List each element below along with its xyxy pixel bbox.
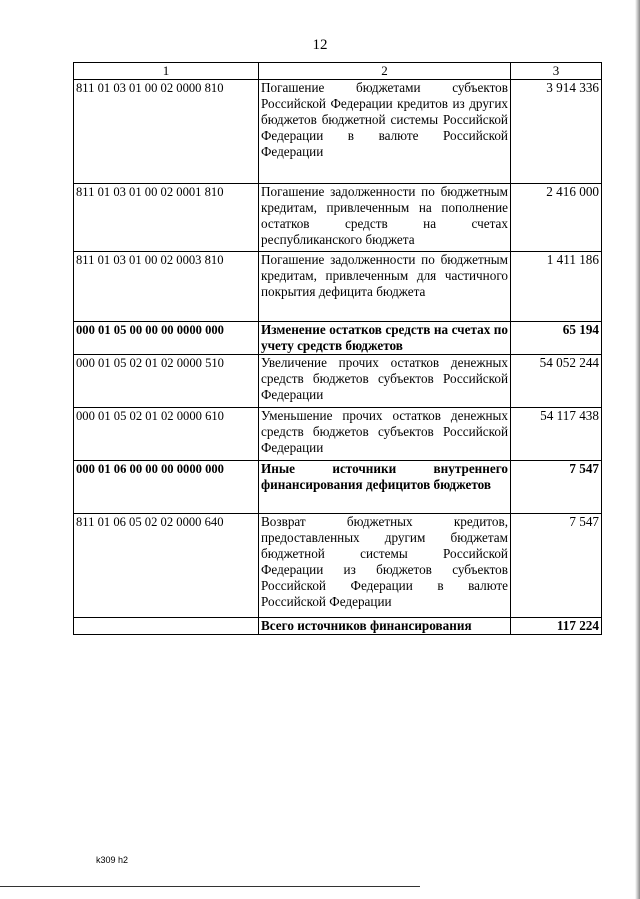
footer-code: k309 h2 [96, 855, 129, 865]
column-header-amount: 3 [511, 63, 602, 80]
row-code: 000 01 05 00 00 00 0000 000 [74, 322, 259, 355]
row-code: 811 01 03 01 00 02 0003 810 [74, 252, 259, 322]
table-row-total [74, 618, 602, 635]
row-code: 000 01 05 02 01 02 0000 510 [74, 355, 259, 408]
budget-sources-table [73, 62, 602, 635]
page-number: 12 [312, 37, 328, 53]
row-amount: 2 416 000 [511, 184, 602, 252]
row-name: Увеличение прочих остатков денежных средств бюджетов субъектов Российской Федерации [259, 355, 511, 408]
table-row [74, 514, 602, 618]
row-amount: 1 411 186 [511, 252, 602, 322]
table-header-row [74, 63, 602, 80]
scan-edge-shadow [635, 0, 640, 899]
row-code: 000 01 06 00 00 00 0000 000 [74, 461, 259, 514]
row-name: Всего источников финансирования [259, 618, 511, 635]
row-code [74, 618, 259, 635]
row-amount: 54 117 438 [511, 408, 602, 461]
column-header-code: 1 [74, 63, 259, 80]
bottom-scan-line [0, 886, 420, 887]
row-name: Погашение бюджетами субъектов Российской Федерации кредитов из других бюджетов бюджетной системы Российской Федерации в валюте Российской Федерации [259, 80, 511, 184]
row-code: 811 01 03 01 00 02 0000 810 [74, 80, 259, 184]
row-code: 811 01 06 05 02 02 0000 640 [74, 514, 259, 618]
row-code: 000 01 05 02 01 02 0000 610 [74, 408, 259, 461]
row-amount: 65 194 [511, 322, 602, 355]
table-row [74, 355, 602, 408]
row-name: Иные источники внутреннего финансирования дефицитов бюджетов [259, 461, 511, 514]
table-row-section [74, 461, 602, 514]
row-amount: 7 547 [511, 514, 602, 618]
row-amount: 54 052 244 [511, 355, 602, 408]
row-name: Погашение задолженности по бюджетным кредитам, привлеченным на пополнение остатков средств на счетах республиканского бюджета [259, 184, 511, 252]
table-row [74, 80, 602, 184]
row-amount: 7 547 [511, 461, 602, 514]
row-code: 811 01 03 01 00 02 0001 810 [74, 184, 259, 252]
row-name: Изменение остатков средств на счетах по учету средств бюджетов [259, 322, 511, 355]
row-amount: 117 224 [511, 618, 602, 635]
row-name: Возврат бюджетных кредитов, предоставленных другим бюджетам бюджетной системы Российской Федерации из бюджетов субъектов Российской Федерации в валюте Российской Федерации [259, 514, 511, 618]
table-row [74, 252, 602, 322]
row-name: Уменьшение прочих остатков денежных средств бюджетов субъектов Российской Федерации [259, 408, 511, 461]
table-row [74, 408, 602, 461]
table-row-section [74, 322, 602, 355]
row-amount: 3 914 336 [511, 80, 602, 184]
row-name: Погашение задолженности по бюджетным кредитам, привлеченным для частичного покрытия дефицита бюджета [259, 252, 511, 322]
table-row [74, 184, 602, 252]
column-header-name: 2 [259, 63, 511, 80]
